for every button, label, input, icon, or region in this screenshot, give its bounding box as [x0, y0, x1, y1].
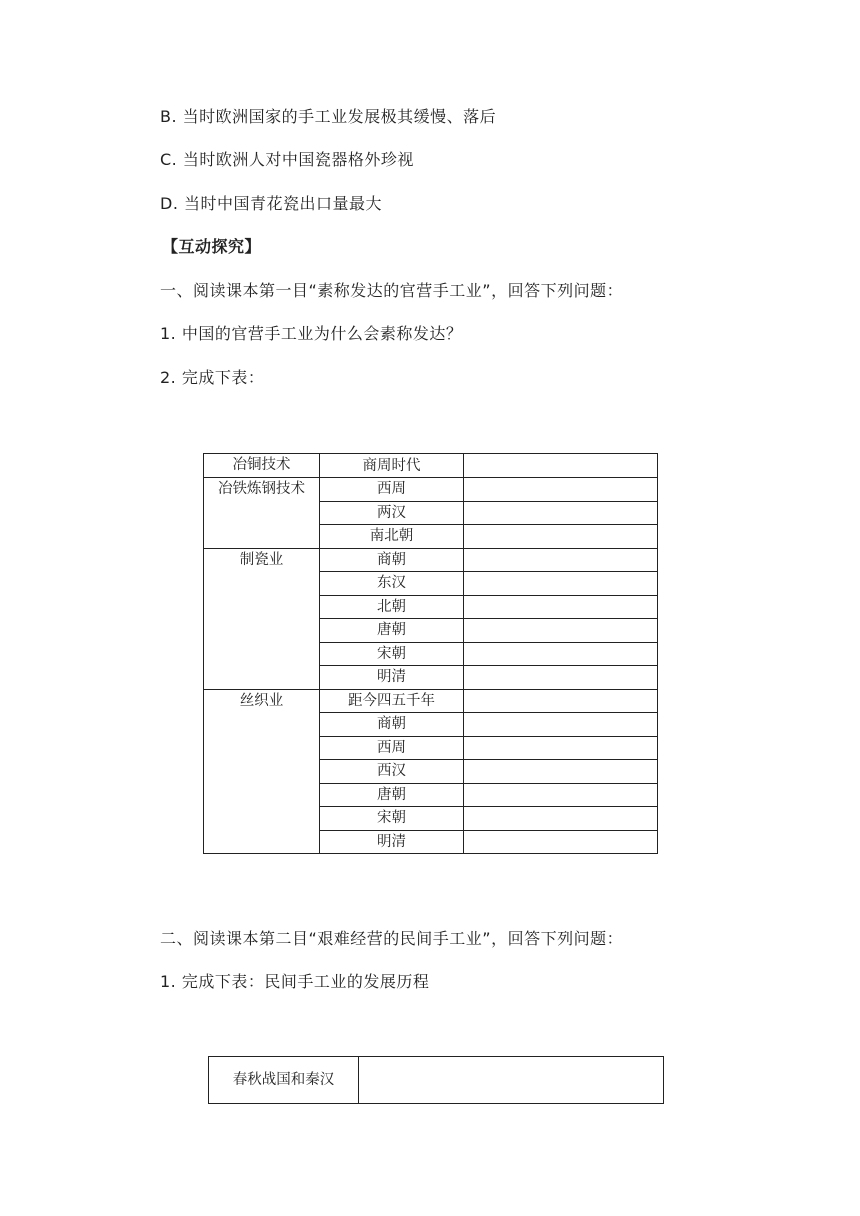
answer-cell[interactable] — [464, 619, 658, 643]
answer-cell[interactable] — [464, 454, 658, 478]
answer-cell[interactable] — [464, 501, 658, 525]
section-title: 【互动探究】 — [162, 237, 262, 256]
answer-cell[interactable] — [464, 525, 658, 549]
period-cell: 商周时代 — [320, 454, 464, 478]
table-row — [209, 1057, 664, 1104]
period-cell: 西周 — [320, 478, 464, 502]
period-cell: 东汉 — [320, 572, 464, 596]
period-cell: 宋朝 — [320, 807, 464, 831]
period-cell: 商朝 — [320, 548, 464, 572]
period-cell: 春秋战国和秦汉 — [209, 1057, 359, 1104]
answer-cell[interactable] — [464, 478, 658, 502]
table-row — [204, 548, 658, 572]
option-d: D. 当时中国青花瓷出口量最大 — [160, 194, 382, 213]
table-row — [204, 454, 658, 478]
period-cell: 南北朝 — [320, 525, 464, 549]
period-cell: 北朝 — [320, 595, 464, 619]
period-cell: 距今四五千年 — [320, 689, 464, 713]
period-cell: 商朝 — [320, 713, 464, 737]
answer-cell[interactable] — [464, 642, 658, 666]
answer-cell[interactable] — [464, 689, 658, 713]
part1-question-2: 2. 完成下表： — [160, 368, 265, 387]
part2-title: 二、阅读课本第二目“艰难经营的民间手工业”，回答下列问题： — [160, 929, 624, 948]
table-row — [204, 478, 658, 502]
period-cell: 唐朝 — [320, 783, 464, 807]
answer-cell[interactable] — [464, 595, 658, 619]
answer-cell[interactable] — [464, 548, 658, 572]
part2-question-1: 1. 完成下表：民间手工业的发展历程 — [160, 972, 430, 991]
category-cell: 冶铜技术 — [204, 454, 320, 478]
period-cell: 明清 — [320, 830, 464, 854]
answer-cell[interactable] — [464, 713, 658, 737]
answer-cell[interactable] — [464, 830, 658, 854]
part1-title: 一、阅读课本第一目“素称发达的官营手工业”，回答下列问题： — [160, 281, 624, 300]
answer-cell[interactable] — [359, 1057, 664, 1104]
period-cell: 明清 — [320, 666, 464, 690]
period-cell: 西周 — [320, 736, 464, 760]
period-cell: 唐朝 — [320, 619, 464, 643]
answer-cell[interactable] — [464, 666, 658, 690]
category-cell: 冶铁炼钢技术 — [204, 478, 320, 549]
period-cell: 两汉 — [320, 501, 464, 525]
period-cell: 西汉 — [320, 760, 464, 784]
folk-craft-table — [208, 1056, 664, 1104]
part1-question-1: 1. 中国的官营手工业为什么会素称发达？ — [160, 324, 463, 343]
answer-cell[interactable] — [464, 783, 658, 807]
answer-cell[interactable] — [464, 760, 658, 784]
answer-cell[interactable] — [464, 572, 658, 596]
table-row — [204, 689, 658, 713]
answer-cell[interactable] — [464, 736, 658, 760]
option-b: B. 当时欧洲国家的手工业发展极其缓慢、落后 — [160, 107, 497, 126]
period-cell: 宋朝 — [320, 642, 464, 666]
category-cell: 丝织业 — [204, 689, 320, 854]
answer-cell[interactable] — [464, 807, 658, 831]
craft-history-table — [203, 453, 658, 854]
category-cell: 制瓷业 — [204, 548, 320, 689]
option-c: C. 当时欧洲人对中国瓷器格外珍视 — [160, 150, 414, 169]
